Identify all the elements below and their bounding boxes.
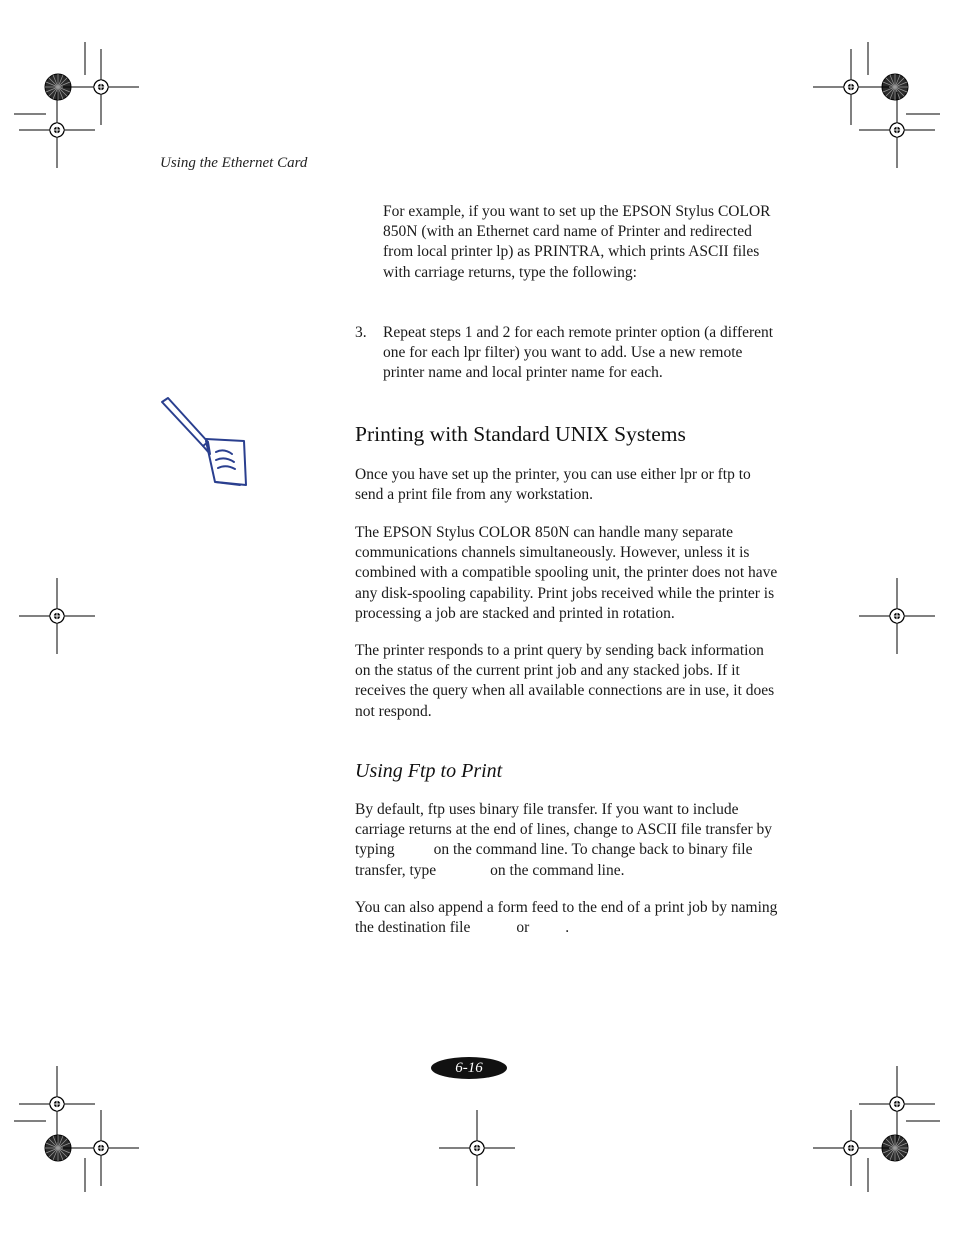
ftp-paragraph-2-part-a: You can also append a form feed to the end of a print job by naming the destination file (355, 899, 778, 937)
page-number: 6-16 (455, 1060, 483, 1076)
ftp-paragraph-1 (355, 800, 780, 881)
running-header: Using the Ethernet Card (160, 155, 308, 171)
ftp-paragraph-1-part-a: By default, ftp uses binary file transfer. If you want to include carriage returns at the end of lines, change to ASCII file transfer by typing (355, 801, 773, 859)
ftp-paragraph-1-part-c: on the command line. (490, 861, 625, 879)
step-number: 3. (355, 324, 367, 341)
ftp-paragraph-2-part-c: . (565, 919, 570, 937)
section-paragraph-2: The EPSON Stylus COLOR 850N can handle many separate communications channels simultaneously. However, unless it is combined with a compatible spooling unit, the printer does not have any disk-spooling capability. Print jobs received while the printer is processing a job are stacked and printed in rotation. (355, 524, 778, 622)
subsection-title: Using Ftp to Print (355, 760, 503, 782)
section-title: Printing with Standard UNIX Systems (355, 422, 686, 446)
section-paragraph-1: Once you have set up the printer, you can use either lpr or ftp to send a print file from any workstation. (355, 466, 751, 504)
section-paragraph-3: The printer responds to a print query by sending back information on the status of the current print job and any stacked jobs. If it receives the query when all available connections are in use, it does not respond. (355, 642, 775, 720)
ftp-paragraph-1-part-b: on the command line. To change back to binary file transfer, type (355, 841, 753, 879)
note-pen-icon (158, 396, 253, 491)
example-paragraph: For example, if you want to set up the EPSON Stylus COLOR 850N (with an Ethernet card name of Printer and redirected from local printer lp) as PRINTRA, which prints ASCII files with carriage returns, type the following: (383, 203, 771, 281)
ftp-paragraph-2-part-b: or (516, 919, 530, 937)
step-text: Repeat steps 1 and 2 for each remote printer option (a different one for each lpr filter) you want to add. Use a new remote printer name and local printer name for each. (383, 324, 774, 382)
ftp-paragraph-2 (355, 898, 780, 938)
